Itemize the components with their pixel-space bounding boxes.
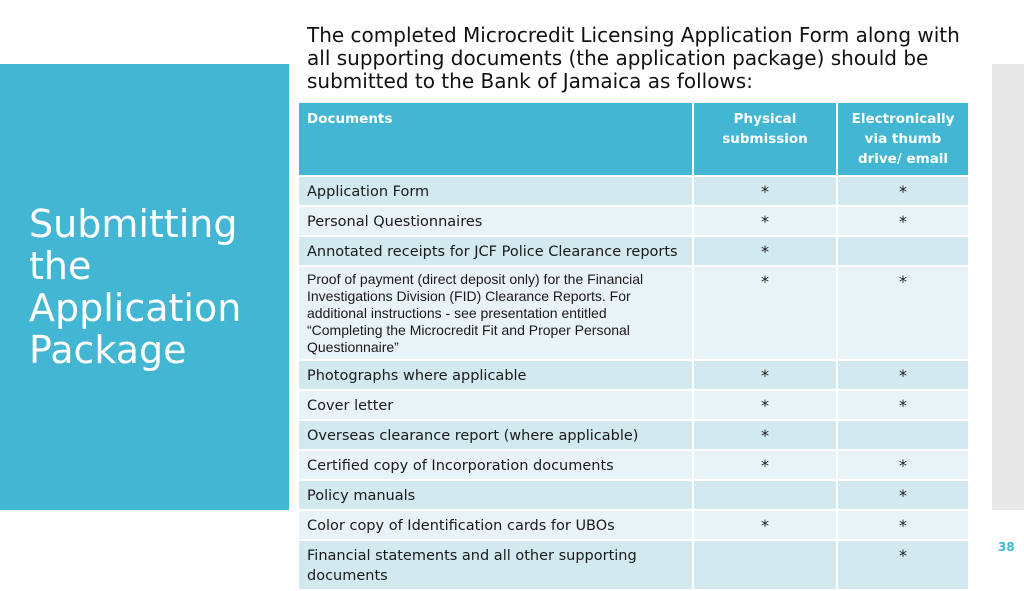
header-electronic: Electronically via thumb drive/ email [837,103,969,176]
table-row [299,510,969,540]
header-physical: Physical submission [693,103,837,176]
physical-mark: * [693,236,837,266]
electronic-mark [837,236,969,266]
header-documents: Documents [299,103,693,176]
electronic-mark: * [837,176,969,206]
electronic-mark: * [837,510,969,540]
physical-mark: * [693,510,837,540]
document-cell: Application Form [299,176,693,206]
electronic-mark: * [837,480,969,510]
document-cell: Certified copy of Incorporation documents [299,450,693,480]
page-number: 38 [998,540,1015,554]
electronic-mark: * [837,390,969,420]
document-cell: Proof of payment (direct deposit only) for the Financial Investigations Division (FID) Clearance Reports. For additional instructions - see presentation entitled “Completing the Microcredit Fit and Proper Personal Questionnaire” [299,266,693,360]
document-cell: Financial statements and all other supporting documents [299,540,693,590]
document-cell: Personal Questionnaires [299,206,693,236]
physical-mark [693,540,837,590]
physical-mark: * [693,450,837,480]
table-row [299,360,969,390]
table-row [299,206,969,236]
table-row [299,480,969,510]
document-cell: Color copy of Identification cards for UBOs [299,510,693,540]
electronic-mark [837,420,969,450]
electronic-mark: * [837,206,969,236]
right-decor-strip [992,64,1024,510]
table-row [299,176,969,206]
electronic-mark: * [837,360,969,390]
document-cell: Policy manuals [299,480,693,510]
table-row [299,420,969,450]
physical-mark: * [693,176,837,206]
document-cell: Cover letter [299,390,693,420]
physical-mark: * [693,206,837,236]
physical-mark: * [693,420,837,450]
submission-table [299,103,970,591]
electronic-mark: * [837,540,969,590]
slide-title: Submitting the Application Package [29,202,242,372]
physical-mark: * [693,390,837,420]
physical-mark: * [693,360,837,390]
document-cell: Photographs where applicable [299,360,693,390]
intro-text: The completed Microcredit Licensing Application Form along with all supporting documents (the application package) should be submitted to the Bank of Jamaica as follows: [307,23,960,93]
electronic-mark: * [837,266,969,360]
physical-mark: * [693,266,837,360]
document-cell: Annotated receipts for JCF Police Clearance reports [299,236,693,266]
physical-mark [693,480,837,510]
table-row [299,540,969,590]
table-row [299,266,969,360]
electronic-mark: * [837,450,969,480]
table-row [299,450,969,480]
table-row [299,236,969,266]
table-header-row [299,103,969,176]
document-cell: Overseas clearance report (where applicable) [299,420,693,450]
table-row [299,390,969,420]
